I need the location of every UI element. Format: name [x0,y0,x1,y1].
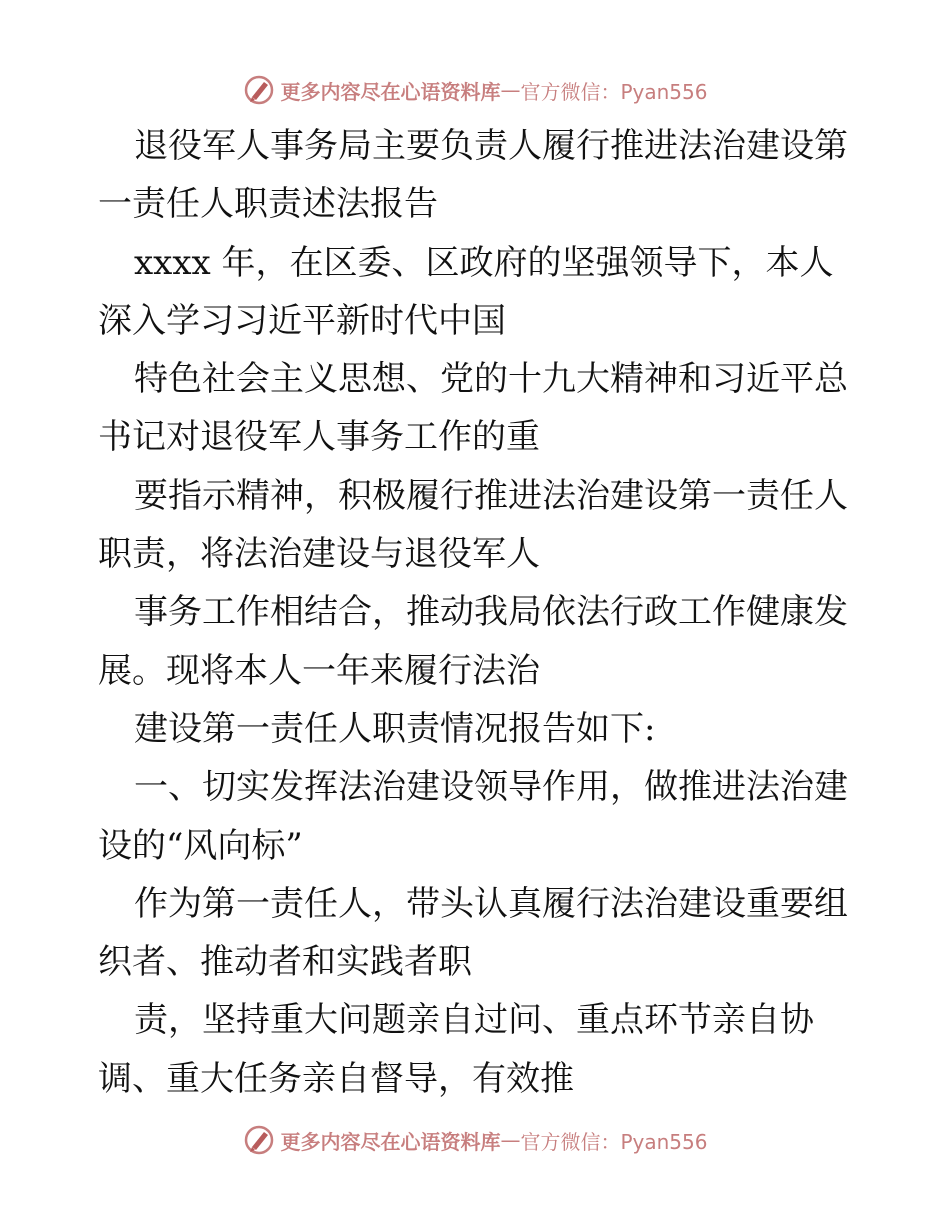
header-banner [0,70,950,110]
banner-contact-text: 官方微信：Pyan556 [520,79,708,104]
paragraph-line: 深入学习习近平新时代中国 [98,300,506,341]
document-title-line: 退役军人事务局主要负责人履行推进法治建设第 [134,126,848,166]
paragraph-line: 职责，将法治建设与退役军人 [98,534,540,575]
paragraph-line: 织者、推动者和实践者职 [98,942,472,983]
banner-separator: — [500,78,521,102]
paragraph-line: 事务工作相结合，推动我局依法行政工作健康发 [134,592,848,633]
paragraph-line: 作为第一责任人，带头认真履行法治建设重要组 [134,883,848,924]
footer-banner [0,1120,950,1160]
banner-separator: — [500,1128,521,1152]
paragraph-line: 展。现将本人一年来履行法治 [98,650,540,691]
pen-nib-logo-icon [242,1123,276,1157]
paragraph-line: 要指示精神，积极履行推进法治建设第一责任人 [134,475,848,516]
document-title-line: 一责任人职责述法报告 [98,184,438,225]
paragraph-line: 责，坚持重大问题亲自过问、重点环节亲自协 [134,1000,814,1041]
paragraph-line: 书记对退役军人事务工作的重 [98,417,540,458]
banner-brand-text: 更多内容尽在心语资料库 [280,1129,501,1154]
section-heading-line: 一、切实发挥法治建设领导作用，做推进法治建 [134,767,848,808]
paragraph-line: 建设第一责任人职责情况报告如下: [134,708,656,749]
banner-brand-text: 更多内容尽在心语资料库 [280,79,501,104]
pen-nib-logo-icon [242,73,276,107]
section-heading-line: 设的“风向标” [98,825,303,866]
document-body [98,117,858,1108]
banner-contact-text: 官方微信：Pyan556 [520,1129,708,1154]
paragraph-line: 调、重大任务亲自督导，有效推 [98,1058,574,1099]
paragraph-line: xxxx 年，在区委、区政府的坚强领导下，本人 [134,242,834,283]
paragraph-line: 特色社会主义思想、党的十九大精神和习近平总 [134,359,848,400]
